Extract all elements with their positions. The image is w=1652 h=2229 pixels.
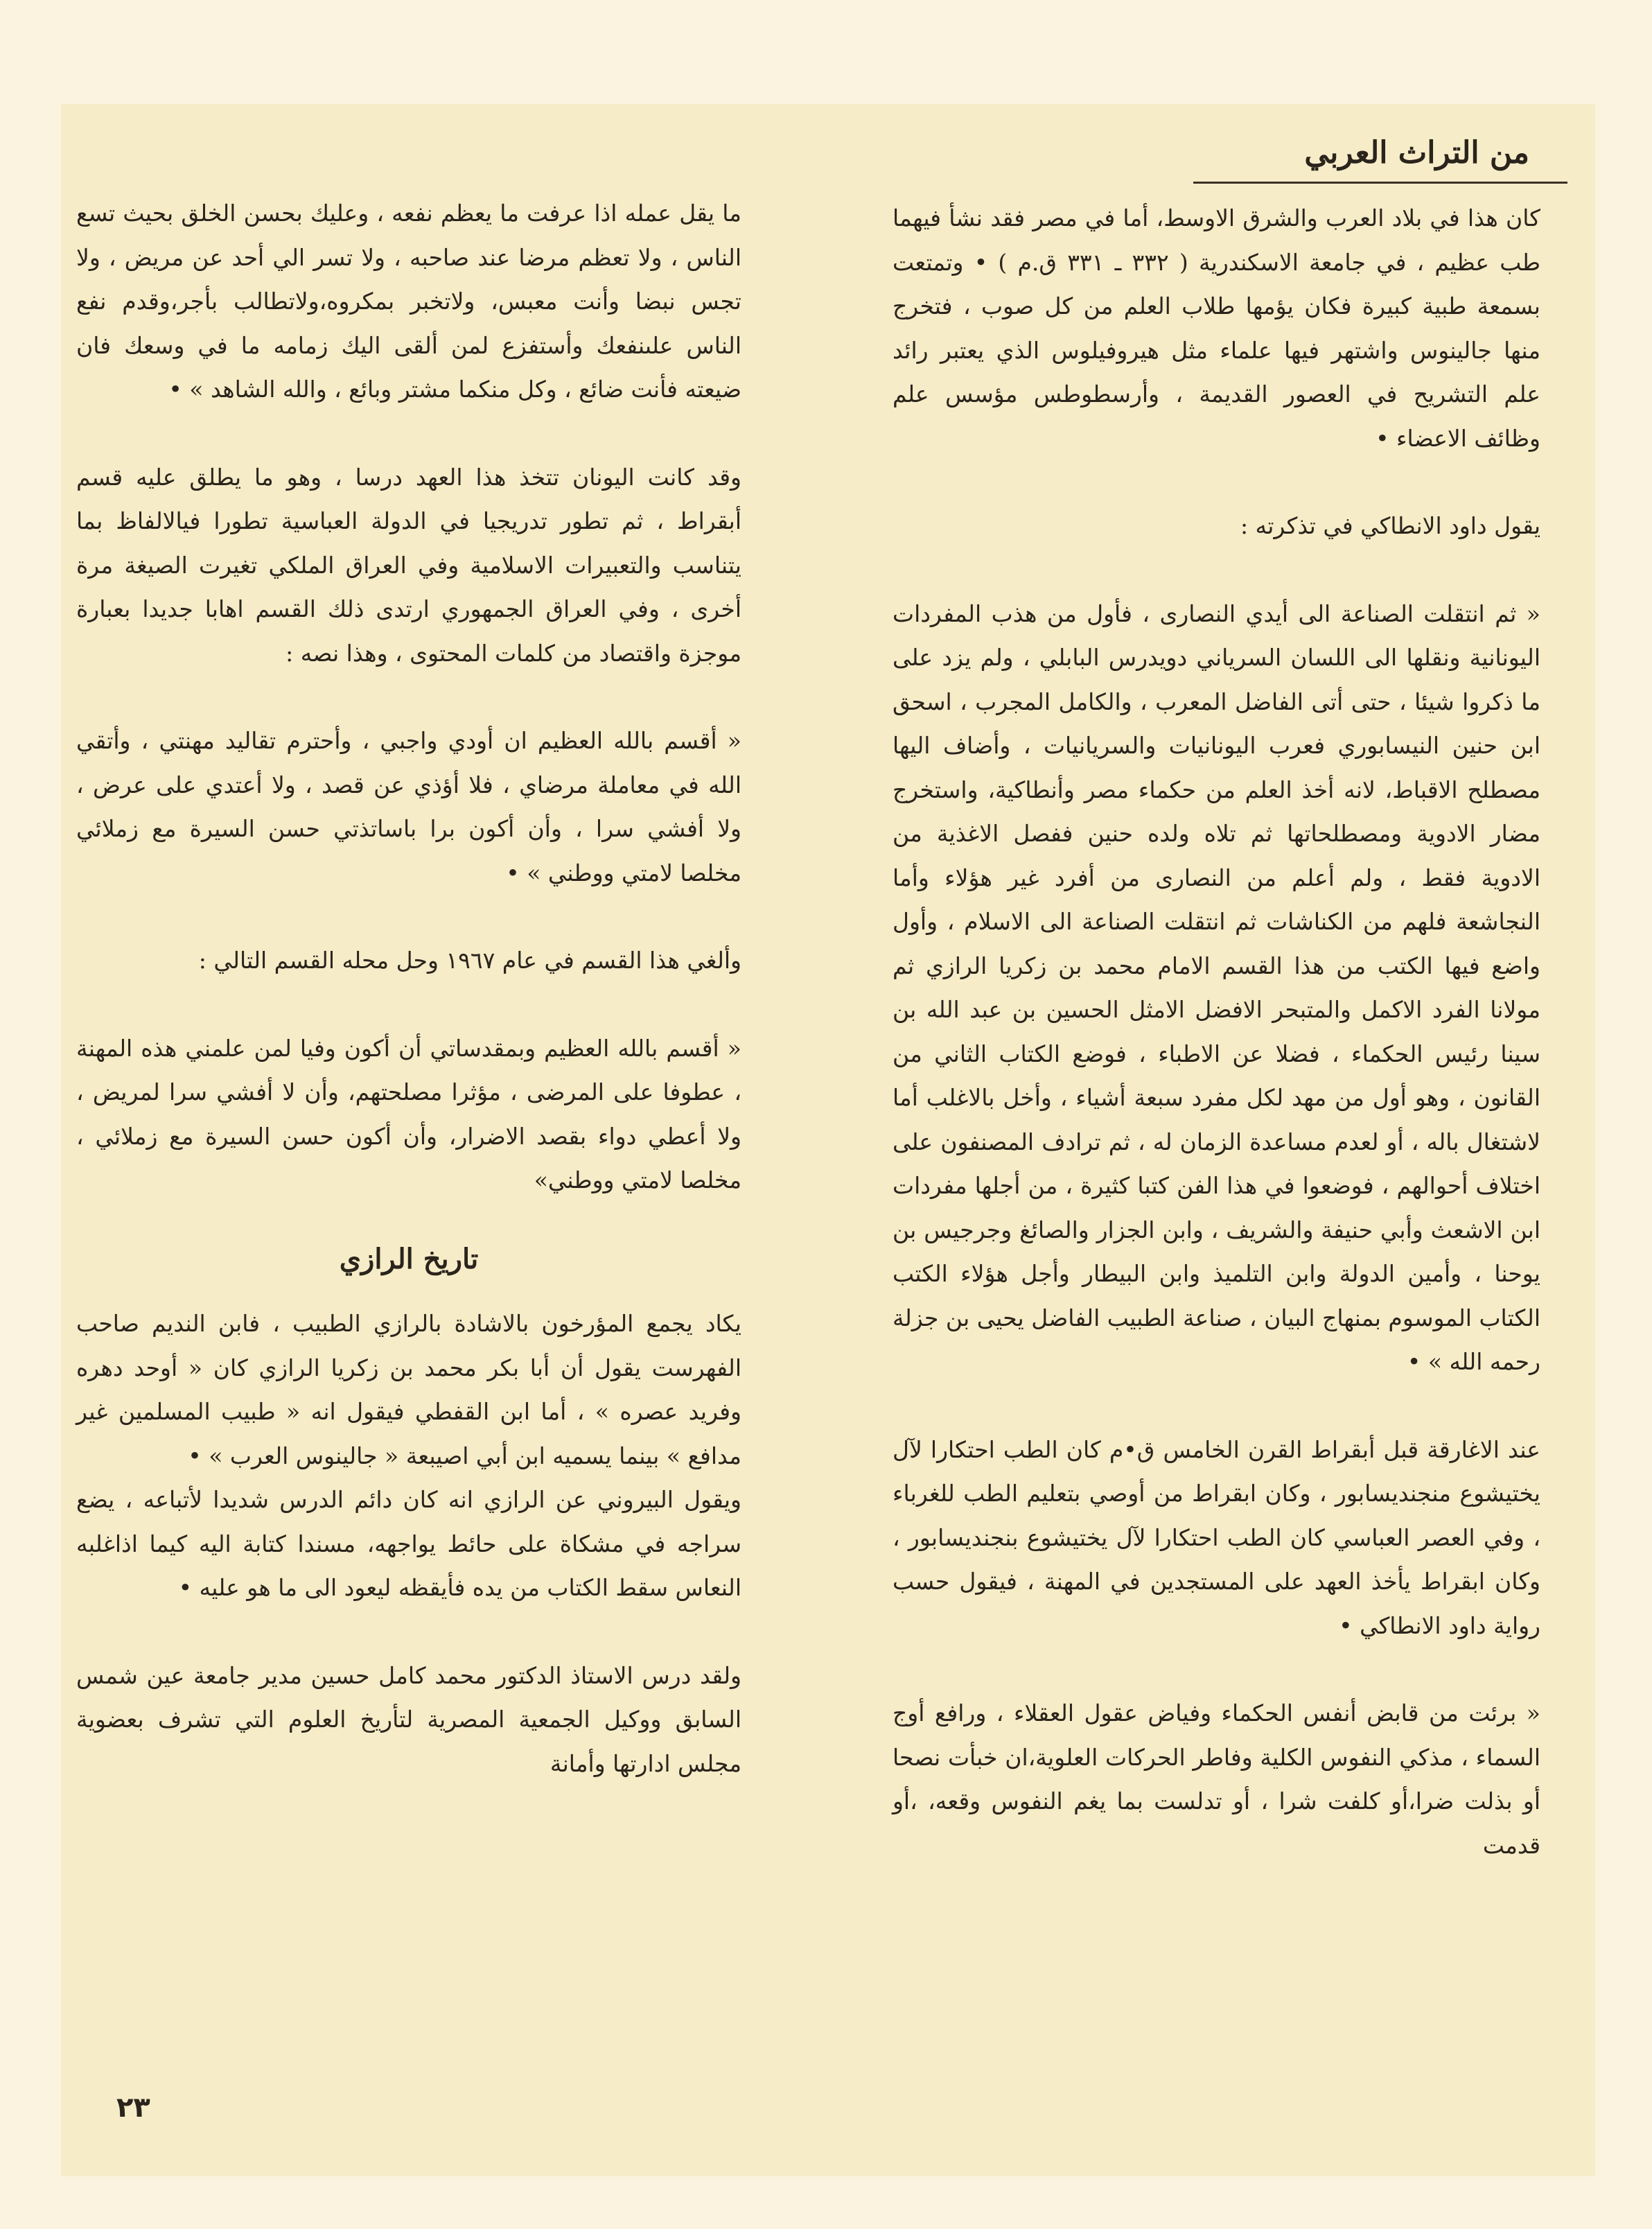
left-column	[76, 191, 741, 1785]
paragraph-hippocrates: عند الاغارقة قبل أبقراط القرن الخامس ق•م كان الطب احتكارا لآل يختيشوع منجنديسابور ، وكان ابقراط من أوصي بتعليم الطب للغرباء ، وفي العصر العباسي كان الطب احتكارا لآل يختيشوع بنجنديسابور ، وكان ابقراط يأخذ العهد على المستجدين في المهنة ، فيقول حسب رواية داود الانطاكي •	[893, 1435, 1540, 1639]
right-column	[893, 196, 1540, 1867]
quote-new-oath: « أقسم بالله العظيم وبمقدساتي أن أكون وفيا لمن علمني هذه المهنة ، عطوفا على المرضى ، مؤثرا مصلحتهم، وأن لا أفشي سرا لمريض ، ولا أعطي دواء بقصد الاضرار، وأن أكون حسن السيرة مع زملائي ، مخلصا لامتي ووطني»	[76, 1034, 741, 1194]
paragraph-biruni: ويقول البيروني عن الرازي انه كان دائم الدرس شديدا لأتباعه ، يضع سراجه في مشكاة على حائط يواجهه، مسندا كتابة اليه كيما اذاغلبه النعاس سقط الكتاب من يده فأيقظه ليعود الى ما هو عليه •	[76, 1486, 741, 1601]
section-title: من التراث العربي	[1304, 135, 1529, 171]
header-rule	[1193, 182, 1567, 184]
page-number: ٢٣	[116, 2092, 150, 2124]
quote-antaki-tadhkira: « ثم انتقلت الصناعة الى أيدي النصارى ، فأول من هذب المفردات اليونانية ونقلها الى اللسان السرياني دويدرس البابلي ، ولم يزد على ما ذكروا شيئا ، حتى أتى الفاضل المعرب ، والكامل المجرب ، اسحق ابن حنين النيسابوري فعرب اليونانيات والسريانيات ، وأضاف اليها مصطلح الاقباط، لانه أخذ العلم من حكماء مصر وأنطاكية، واستخرج مضار الادوية ومصطلحاتها ثم تلاه ولده حنين ففصل الاغذية من الادوية فقط ، ولم أعلم من النصارى من أفرد غير هؤلاء وأما النجاشعة فلهم من الكناشات ثم انتقلت الصناعة الى الاسلام ، وأول واضع فيها الكتب من هذا القسم الامام محمد بن زكريا الرازي ثم مولانا الفرد الاكمل والمتبحر الافضل الامثل الحسين بن عبد الله بن سينا رئيس الحكماء ، فضلا عن الاطباء ، فوضع الكتاب الثاني من القانون ، وهو أول من مهد لكل مفرد سبعة أشياء ، وأخل بالاغلب أما لاشتغال باله ، أو لعدم مساعدة الزمان له ، ثم ترادف المصنفون على اختلاف أحوالهم ، فوضعوا في هذا الفن كتبا كثيرة ، من أجلها مفردات ابن الاشعث وأبي حنيفة والشريف ، وابن الجزار والصائغ وجرجيس بن يوحنا ، وأمين الدولة وابن التلميذ وابن البيطار وأجل هؤلاء الكتب الكتاب الموسوم بمنهاج البيان ، صناعة الطبيب الفاضل يحيى بن جزلة رحمه الله » •	[893, 600, 1540, 1375]
paragraph-oath-history: وقد كانت اليونان تتخذ هذا العهد درسا ، وهو ما يطلق عليه قسم أبقراط ، ثم تطور تدريجيا في الدولة العباسية تطورا فيالالفاظ بما يتناسب والتعبيرات الاسلامية وفي العراق الملكي تغيرت الصيغة مرة أخرى ، وفي العراق الجمهوري ارتدى ذلك القسم اهابا جديدا بعبارة موجزة واقتصاد من كلمات المحتوى ، وهذا نصه :	[76, 463, 741, 667]
paragraph-oath-1967: وألغي هذا القسم في عام ١٩٦٧ وحل محله القسم التالي :	[198, 947, 741, 974]
quote-oath-hippocrates: « برئت من قابض أنفس الحكماء وفياض عقول العقلاء ، ورافع أوج السماء ، مذكي النفوس الكلية وفاطر الحركات العلوية،ان خبأت نصحا أو بذلت ضرا،أو كلفت شرا ، أو تدلست بما يغم النفوس وقعه، ،أو قدمت	[893, 1699, 1540, 1859]
paragraph-alexandria: كان هذا في بلاد العرب والشرق الاوسط، أما في مصر فقد نشأ فيهما طب عظيم ، في جامعة الاسكندرية ( ٣٣٢ ـ ٣٣١ ق.م ) • وتمتعت بسمعة طبية كبيرة فكان يؤمها طلاب العلم من كل صوب ، فتخرج منها جالينوس واشتهر فيها علماء مثل هيروفيلوس الذي يعتبر رائد علم التشريح في العصور القديمة ، وأرسطوطس مؤسس علم وظائف الاعضاء •	[893, 204, 1540, 452]
paragraph-antaki-intro: يقول داود الانطاكي في تذكرته :	[1240, 512, 1540, 539]
paragraph-razi-praise: يكاد يجمع المؤرخون بالاشادة بالرازي الطبيب ، فابن النديم صاحب الفهرست يقول أن أبا بكر محمد بن زكريا الرازي كان « أوحد دهره وفريد عصره » ، أما ابن القفطي فيقول انه « طبيب المسلمين غير مدافع » بينما يسميه ابن أبي اصيبعة « جالينوس العرب » •	[76, 1310, 741, 1469]
page-scan	[61, 104, 1595, 2176]
oath-continuation: ما يقل عمله اذا عرفت ما يعظم نفعه ، وعليك بحسن الخلق بحيث تسع الناس ، ولا تعظم مرضا عند صاحبه ، ولا تسر الي أحد عن مريض ، ولا تجس نبضا وأنت معبس، ولاتخبر بمكروه،ولاتطالب بأجر،وقدم نفع الناس علىنفعك وأستفزع لمن ألقى اليك زمامه ما في وسعك فان ضيعته فأنت ضائع ، وكل منكما مشتر وبائع ، والله الشاهد » •	[76, 200, 741, 403]
paragraph-kamel-hussein: ولقد درس الاستاذ الدكتور محمد كامل حسين مدير جامعة عين شمس السابق ووكيل الجمعية المصرية لتأريخ العلوم التي تشرف بعضوية مجلس ادارتها وأمانة	[76, 1661, 741, 1777]
subheading-razi-history: تاريخ الرازي	[339, 1242, 479, 1275]
quote-iraqi-oath: « أقسم بالله العظيم ان أودي واجبي ، وأحترم تقاليد مهنتي ، وأتقي الله في معاملة مرضاي ، فلا أؤذي عن قصد ، ولا أعتدي على عرض ، ولا أفشي سرا ، وأن أكون برا باساتذتي حسن السيرة مع زملائي مخلصا لامتي ووطني » •	[76, 727, 741, 886]
